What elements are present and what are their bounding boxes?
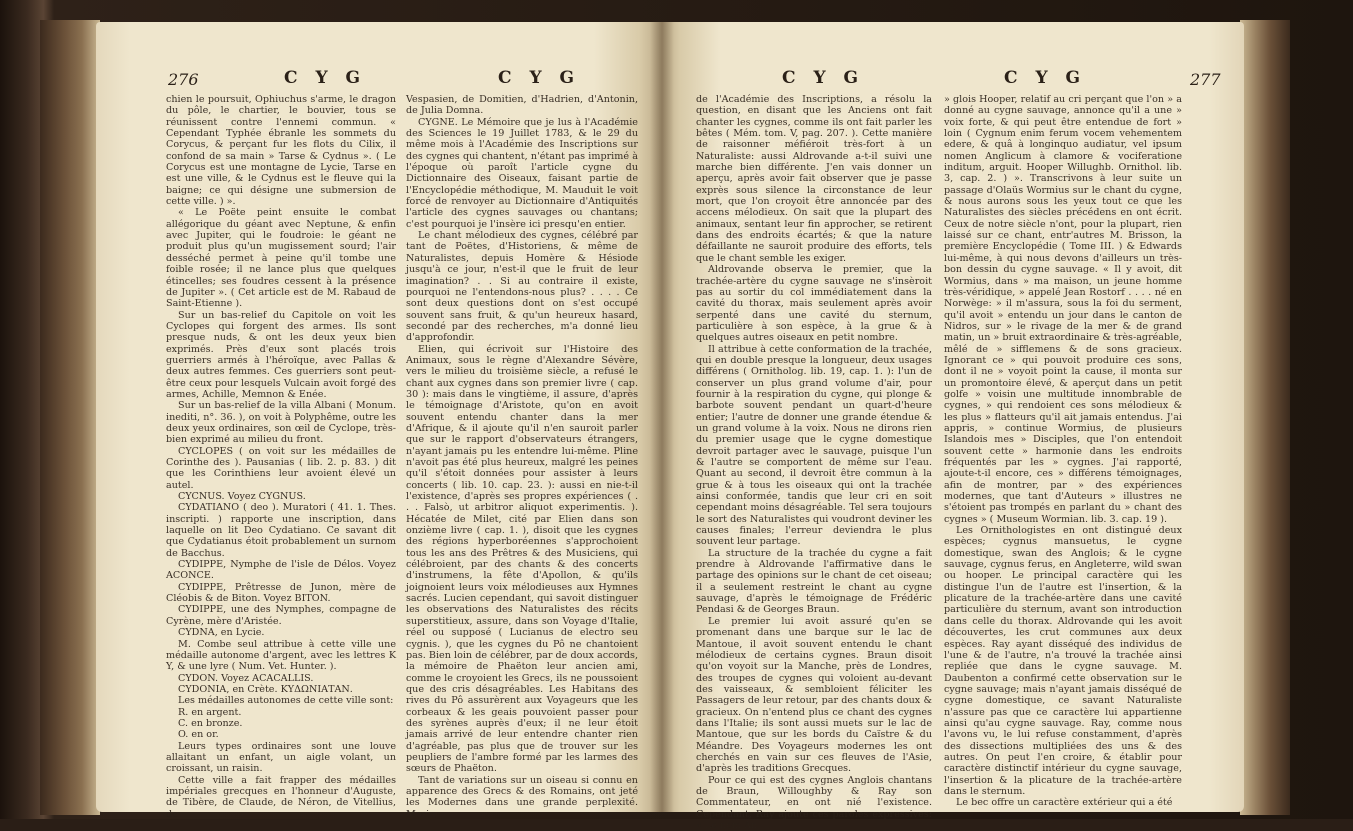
left-column-1 <box>166 94 396 820</box>
paragraph: Aldrovande observa le premier, que la trachée-artère du cygne sauvage ne s'insèroit pas au sortir du col immédiatement dans la cavité du thorax, mais seulement après avoir serpenté dans une cavité du sternum, particulière à son espèce, à la grue & à quelques autres oiseaux en petit nombre. <box>696 264 932 344</box>
paragraph: Le chant mélodieux des cygnes, célébré par tant de Poëtes, d'Historiens, & même de Naturalistes, depuis Homère & Hésiode jusqu'à ce jour, n'est-il que le fruit de leur imagination? . . Si au contraire il existe, pourquoi ne l'entendons-nous plus? . . . . Ce sont deux questions dont on s'est occupé souvent sans fruit, & qu'un heureux hasard, secondé par des recherches, m'a donné lieu d'approfondir. <box>406 230 638 344</box>
paragraph: Cette ville a fait frapper des médailles impériales grecques en l'honneur d'Auguste, de Tibère, de Claude, de Néron, de Vitellius, de <box>166 774 396 820</box>
paragraph: chien le poursuit, Ophiuchus s'arme, le dragon du pôle, le chartier, le bouvier, tous se réunissent contre l'ennemi commun. « Cependant Typhée ébranle les sommets du Corycus, & perçant fur les flots du Cilix, il confond de sa main » Tarse & Cydnus ». ( Le Corycus est une montagne de Lycie, Tarse en est une ville, & le Cydnus est le fleuve qui la baigne; ce qui désigne une submersion de cette ville. ) ». <box>166 94 396 208</box>
right-page <box>662 22 1244 831</box>
paragraph: Tant de variations sur un oiseau si connu en apparence des Grecs & des Romains, ont jeté les Modernes dans une grande perplexité. Morin, <box>406 774 638 820</box>
right-head-word-2: C Y G <box>1004 68 1087 88</box>
paragraph: C. en bronze. <box>178 717 243 729</box>
left-column-2 <box>406 94 638 820</box>
paragraph: CYGNE. Le Mémoire que je lus à l'Académie des Sciences le 19 Juillet 1783, & le 29 du même mois à l'Académie des Inscriptions sur des cygnes qui chantent, n'étant pas imprimé à l'époque où paroît l'article cygne du Dictionnaire des Oiseaux, faisant partie de l'Encyclopédie méthodique, M. Mauduit le voit forcé de renvoyer au Dictionnaire d'Antiquités l'article des cygnes sauvages ou chantans; c'est pourquoi je l'insère ici presqu'en entier. <box>406 116 638 230</box>
paragraph: Le premier lui avoit assuré qu'en se promenant dans une barque sur le lac de Mantoue, il avoit souvent entendu le chant mélodieux de certains cygnes. Braun disoit qu'on voyoit sur la Manche, près de Londres, des troupes de cygnes qui voloient au-devant des vaisseaux, & sembloient féliciter les Passagers de leur retour, par des chants doux & gracieux. On n'entend plus ce chant des cygnes dans l'Italie; ils sont aussi muets sur le lac de Mantoue, que sur les bords du Caïstre & du Méandre. Des Voyageurs modernes les ont cherchés en vain sur ces fleuves de l'Asie, d'après les traditions Grecques. <box>696 615 932 775</box>
right-column-1 <box>696 94 932 831</box>
paragraph: Les Ornithologistes en ont distingué deux espèces; cygnus mansuetus, le cygne domestique, swan des Anglois; & le cygne sauvage, cygnus ferus, en Angleterre, wild swan ou hooper. Le principal caractère qui les distingue l'un de l'autre est l'insertion, & la plicature de la trachée-artère dans une cavité particulière du sternum, avant son introduction dans celle du thorax. Aldrovande qui les avoit découvertes, les crut communes aux deux espèces. Ray ayant disséqué des individus de l'une & de l'autre, n'a trouvé la trachée ainsi repliée que dans le cygne sauvage. M. Daubenton a confirmé cette observation sur le cygne sauvage; mais n'ayant jamais disséqué de cygne domestique, ce savant Naturaliste n'assure pas que ce caractère lui appartienne ainsi qu'au cygne sauvage. Ray, comme nous l'avons vu, le lui refuse constamment, d'après des dissections multipliées des uns & des autres. On peut l'en croire, & établir pour caractère distinctif intérieur du cygne sauvage, l'insertion & la plicature de la trachée-artère dans le sternum. <box>944 525 1182 797</box>
left-page-edges <box>40 20 100 815</box>
paragraph: CYDIPPE, Prêtresse de Junon, mère de Cléobis & de Biton. Voyez BITON. <box>166 581 396 605</box>
right-page-edges <box>1240 20 1290 815</box>
paragraph: CYDATIANO ( deo ). Muratori ( 41. 1. Thes. inscripti. ) rapporte une inscription, dans laquelle on lit Deo Cydatiano. Ce savant dit que Cydatianus étoit probablement un surnom de Bacchus. <box>166 502 396 559</box>
left-head-word-2: C Y G <box>498 68 581 88</box>
paragraph: CYCNUS. Voyez CYGNUS. <box>178 491 306 503</box>
paragraph: Le bec offre un caractère extérieur qui a été <box>956 797 1173 809</box>
right-column-2 <box>944 94 1182 814</box>
left-head-word-1: C Y G <box>284 68 367 88</box>
paragraph: CYCLOPES ( on voit sur les médailles de Corinthe des ). Pausanias ( lib. 2. p. 83. ) dit que les Corinthiens leur avoient élevé un autel. <box>166 445 396 491</box>
paragraph: Vespasien, de Domitien, d'Hadrien, d'Antonin, de Julia Domna. <box>406 94 638 117</box>
paragraph: CYDIPPE, Nymphe de l'isle de Délos. Voyez ACONCE. <box>166 559 396 582</box>
paragraph: Leurs types ordinaires sont une louve allaitant un enfant, un aigle volant, un croissant, un raisin. <box>166 740 396 775</box>
paragraph: O. en or. <box>178 729 219 741</box>
left-page-number: 276 <box>168 70 199 89</box>
paragraph: CYDNA, en Lycie. <box>178 627 265 639</box>
paragraph: CYDON. Voyez ACACALLIS. <box>178 672 314 684</box>
paragraph: Sur un bas-relief de la villa Albani ( Monum. inediti, n°. 36. ), on voit à Polyphême, outre les deux yeux ordinaires, son œil de Cyclope, très-bien exprimé au milieu du front. <box>166 400 396 446</box>
right-page-number: 277 <box>1190 70 1221 89</box>
paragraph: de l'Académie des Inscriptions, a résolu la question, en disant que les Anciens ont fait chanter les cygnes, comme ils ont fait parler les bêtes ( Mém. tom. V, pag. 207. ). Cette manière de raisonner méfiéroit très-fort à un Naturaliste: aussi Aldrovande a-t-il suivi une marche bien différente. J'en vais donner un aperçu, après avoir fait observer que je passe exprès sous silence la circonstance de leur mort, que l'on croyoit être annoncée par des accens mélodieux. On sait que la plupart des animaux, sentant leur fin approcher, se retirent dans des endroits écartés; & que la nature défaillante ne sauroit produire des efforts, tels que le chant semble les exiger. <box>696 94 932 264</box>
paragraph: Sur un bas-relief du Capitole on voit les Cyclopes qui forgent des armes. Ils sont presque nuds, & ont les deux yeux bien exprimés. Près d'eux sont placés trois guerriers armés à l'héroïque, avec Pallas & deux autres femmes. Ces guerriers sont peut-être ceux pour lesquels Vulcain avoit forgé des armes, Achille, Memnon & Enée. <box>166 309 396 400</box>
paragraph: Pour ce qui est des cygnes Anglois chantans de Braun, Willoughby & Ray son Commentateur, en ont nié l'existence. Cependant, Ray ajoute ces paroles expressives: « Le nom An- <box>696 774 932 831</box>
paragraph: « Le Poëte peint ensuite le combat allégorique du géant avec Neptune, & enfin avec Jupiter, qui le foudroie: le géant ne produit plus qu'un mugissement sourd; l'air desséché permet à peine qu'il tombe une foible rosée; il ne lance plus que quelques étincelles; ses foudres cessent à la présence de Jupiter ». ( Cet article est de M. Rabaud de Saint-Etienne ). <box>166 207 396 310</box>
paragraph: La structure de la trachée du cygne a fait prendre à Aldrovande l'affirmative dans le partage des opinions sur le chant de cet oiseau; il a seulement restreint le chant au cygne sauvage, d'après le témoignage de Frédéric Pendasi & de Georges Braun. <box>696 547 932 616</box>
paragraph: Elien, qui écrivoit sur l'Histoire des Animaux, sous le règne d'Alexandre Sévère, vers le milieu du troisième siècle, a refusé le chant aux cygnes dans son premier livre ( cap. 30 ): mais dans le vingtième, il assure, d'après le témoignage d'Aristote, qu'on en avoit souvent entendu chanter dans la mer d'Afrique, & il ajoute qu'il n'en sauroit parler que sur le rapport d'observateurs étrangers, n'ayant jamais pu les entendre lui-même. Pline n'avoit pas été plus heureux, malgré les peines qu'il s'étoit données pour assister à leurs concerts ( lib. 10. cap. 23. ): aussi en nie-t-il l'existence, d'après ses propres expériences ( . . . Falsò, ut arbitror aliquot experimentis. ). Hécatée de Milet, cité par Elien dans son onzième livre ( cap. 1. ), disoit que les cygnes des régions hyperboréennes s'approchoient tous les ans des Prêtres & des Musiciens, qui célébroient, par des chants & des concerts d'instrumens, la fête d'Apollon, & qu'ils joignoient leurs voix mélodieuses aux Hymnes sacrés. Lucien cependant, qui savoit distinguer les observations des Naturalistes des récits superstitieux, assure, dans son Voyage d'Italie, réel ou supposé ( Lucianus de electro seu cygnis. ), que les cygnes du Pô ne chantoient pas. Bien loin de célébrer, par de doux accords, la mémoire de Phaëton leur ancien ami, comme le croyoient les Grecs, ils ne poussoient que des cris désagréables. Les Habitans des rives du Pô assurèrent aux Voyageurs que les corbeaux & les geais pouvoient passer pour des syrènes auprès d'eux; il ne leur étoit jamais arrivé de leur entendre chanter rien d'agréable, pas plus que de trouver sur les peupliers de l'ambre formé par les larmes des sœurs de Phaëton. <box>406 343 638 775</box>
paragraph: Les médailles autonomes de cette ville sont: <box>178 695 394 707</box>
left-running-head <box>96 66 662 96</box>
left-page <box>96 22 662 820</box>
paragraph: M. Combe seul attribue à cette ville une médaille autonome d'argent, avec les lettres K Y, & une lyre ( Num. Vet. Hunter. ). <box>166 638 396 673</box>
paragraph: Il attribue à cette conformation de la trachée, qui en double presque la longueur, deux usages différens ( Ornitholog. lib. 19, cap. 1. ): l'un de conserver un plus grand volume d'air, pour fournir à la respiration du cygne, qui plonge & barbote souvent pendant un quart-d'heure entier; l'autre de donner une grande étendue & un grand volume à la voix. Nous ne dirons rien du premier usage que le cygne domestique devroit partager avec le sauvage, puisque l'un & l'autre se comportent de même sur l'eau. Quant au second, il devroit être commun à la grue & à tous les oiseaux qui ont la trachée ainsi conformée, tandis que leur cri en soit cependant moins désagréable. Tel sera toujours le sort des Naturalistes qui voudront deviner les causes finales; l'erreur deviendra le plus souvent leur partage. <box>696 343 932 548</box>
paragraph: R. en argent. <box>178 706 242 718</box>
paragraph: CYDONIA, en Crète. ΚΥΔΩΝΙΑΤΑΝ. <box>178 683 353 695</box>
right-running-head <box>662 66 1244 96</box>
right-head-word-1: C Y G <box>782 68 865 88</box>
paragraph: CYDIPPE, une des Nymphes, compagne de Cyrène, mère d'Aristée. <box>166 604 396 627</box>
paragraph: » glois Hooper, relatif au cri perçant que l'on » a donné au cygne sauvage, annonce qu'il a une » voix forte, & qui peut être entendue de fort » loin ( Cygnum enim ferum vocem vehementem edere, & quâ à longinquo audiatur, vel ipsum nomen Anglicum à clamore & vociferatione inditum, arguit. Hooper Willughb. Ornithol. lib. 3, cap. 2. ) ». Transcrivons à leur suite un passage d'Olaüs Wormius sur le chant du cygne, & nous aurons sous les yeux tout ce que les Naturalistes des siècles précédens en ont écrit. Ceux de notre siècle n'ont, pour la plupart, rien laissé sur ce chant, entr'autres M. Brisson, la première Encyclopédie ( Tome III. ) & Edwards lui-même, à qui nous devons d'ailleurs un très-bon dessin du cygne sauvage. « Il y avoit, dit Wormius, dans » ma maison, un jeune homme très-véridique, » appelé Jean Rostorf . . . . né en Norwège: » il m'assura, sous la foi du serment, qu'il avoit » entendu un jour dans le canton de Nidros, sur » le rivage de la mer & de grand matin, un » bruit extraordinaire & très-agréable, mêlé de » sifflemens & de sons gracieux. Ignorant ce » qui pouvoit produire ces sons, dont il ne » voyoit point la cause, il monta sur un promontoire élevé, & aperçut dans un petit golfe » voisin une multitude innombrable de cygnes, » qui rendoient ces sons mélodieux & les plus » flatteurs qu'il ait jamais entendus. J'ai appris, » continue Wormius, de plusieurs Islandois mes » Disciples, que l'on entendoit souvent cette » harmonie dans les endroits fréquentés par les » cygnes. J'ai rapporté, ajoute-t-il encore, ces » différens témoignages, afin de montrer, par » des expériences modernes, que tant d'Auteurs » illustres ne s'étoient pas trompés en parlant du » chant des cygnes » ( Museum Wormian. lib. 3. cap. 19 ). <box>944 94 1182 525</box>
